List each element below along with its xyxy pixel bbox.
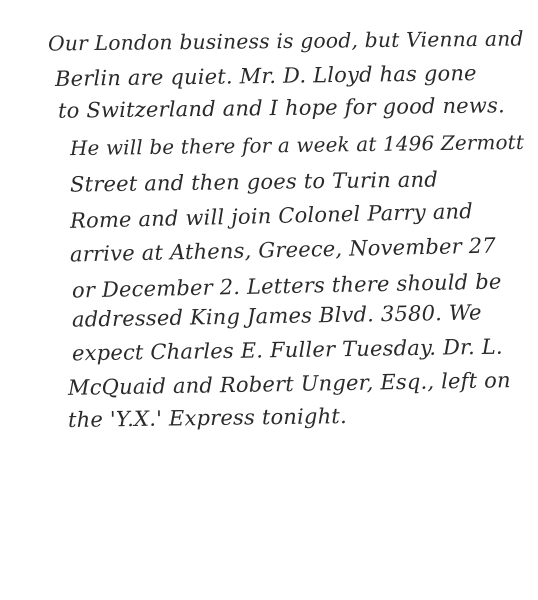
handwritten-line: the 'Y.X.' Express tonight. — [67, 404, 348, 432]
handwritten-line: expect Charles E. Fuller Tuesday. Dr. L. — [71, 334, 503, 366]
handwritten-line: Our London business is good, but Vienna and — [47, 26, 524, 56]
handwritten-line: to Switzerland and I hope for good news. — [57, 93, 506, 123]
handwritten-line: arrive at Athens, Greece, November 27 — [69, 233, 497, 267]
handwritten-line: Berlin are quiet. Mr. D. Lloyd has gone — [54, 61, 477, 91]
handwritten-line: or December 2. Letters there should be — [71, 269, 502, 303]
handwritten-line: addressed King James Blvd. 3580. We — [71, 300, 482, 332]
handwritten-line: Rome and will join Colonel Parry and — [69, 199, 474, 233]
handwritten-line: McQuaid and Robert Unger, Esq., left on — [67, 368, 511, 400]
handwritten-line: Street and then goes to Turin and — [69, 167, 439, 197]
handwritten-line: He will be there for a week at 1496 Zermott — [69, 130, 525, 161]
